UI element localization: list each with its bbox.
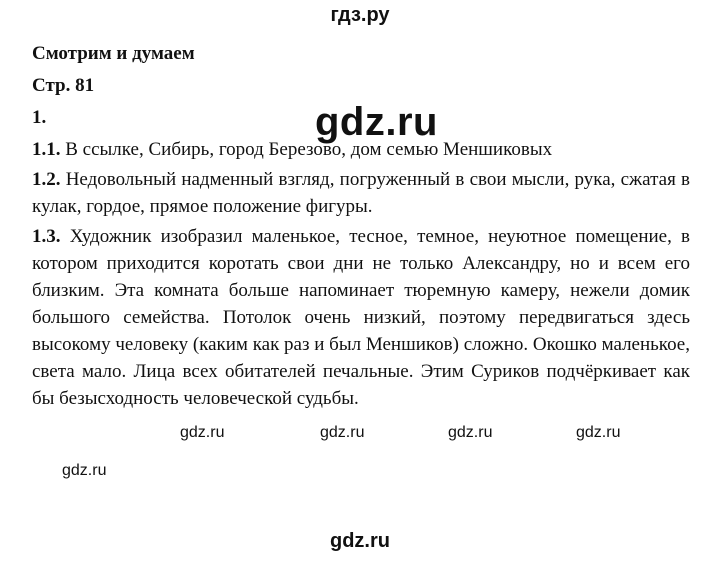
answer-1-2 (32, 166, 690, 220)
watermark-small: gdz.ru (62, 462, 107, 479)
page-number-heading: Стр. 81 (32, 75, 95, 96)
answer-1-3 (32, 223, 690, 412)
section-heading: Смотрим и думаем (32, 43, 195, 64)
site-header: гдз.ру (330, 4, 390, 26)
watermark-small: gdz.ru (576, 424, 621, 441)
answer-number: 1.2. (32, 169, 61, 190)
answer-text: Недовольный надменный взгляд, погруженный в свои мысли, рука, сжатая в кулак, гордое, прямое положение фигуры. (32, 169, 690, 217)
site-footer: gdz.ru (330, 530, 390, 552)
watermark-small: gdz.ru (320, 424, 365, 441)
answer-number: 1.1. (32, 139, 61, 160)
task-number: 1. (32, 107, 47, 128)
watermark-small: gdz.ru (180, 424, 225, 441)
answer-text: Художник изобразил маленькое, тесное, темное, неуютное помещение, в котором приходится коротать свои дни не только Александру, но и всем его близким. Эта комната больше напоминает тюремную камеру, нежели домик большого семейства. Потолок очень низкий, поэтому передвигаться здесь высокому человеку (каким как раз и был Меншиков) сложно. Окошко маленькое, света мало. Лица всех обитателей печальные. Этим Суриков подчёркивает как бы безысходность человеческой судьбы. (32, 226, 691, 409)
answer-text: В ссылке, Сибирь, город Березово, дом семью Меншиковых (65, 139, 553, 160)
answer-number: 1.3. (32, 226, 61, 247)
watermark-small: gdz.ru (448, 424, 493, 441)
watermark-logo: gdz.ru (315, 100, 438, 144)
document-body (32, 42, 690, 415)
